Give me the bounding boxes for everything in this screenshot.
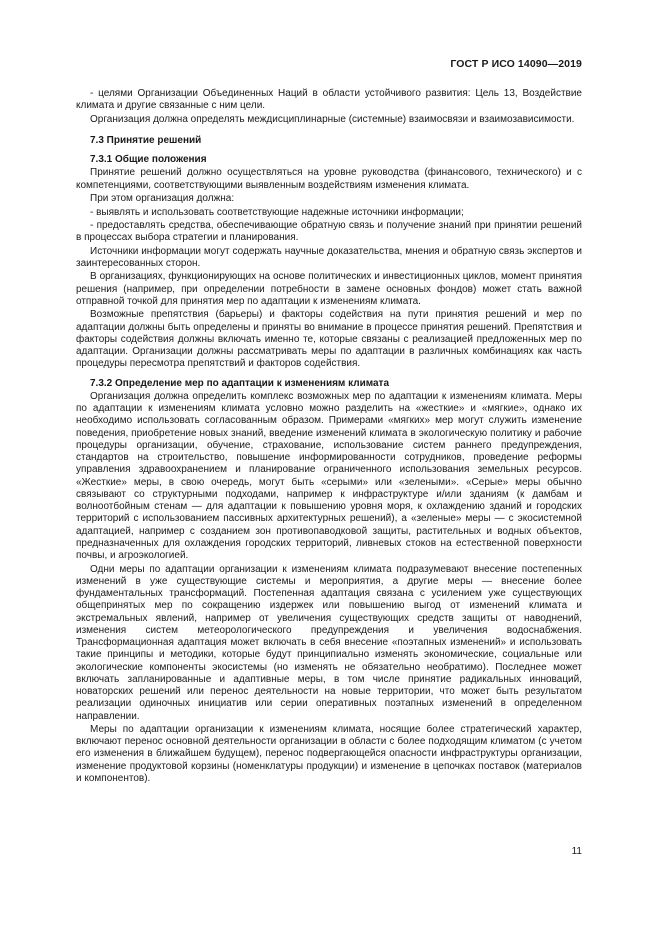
paragraph: Источники информации могут содержать научные доказательства, мнения и обратную связь экспертов и заинтересованных сторон. bbox=[76, 245, 582, 269]
paragraph: В организациях, функционирующих на основе политических и инвестиционных циклов, момент принятия решения (например, при определении потребности в замене основных фондов) может стать важной отправной точкой для принятия мер по адаптации к изменениям климата. bbox=[76, 271, 582, 307]
subsection-heading: 7.3.2 Определение мер по адаптации к изменениям климата bbox=[90, 377, 390, 389]
subsection-heading: 7.3.1 Общие положения bbox=[90, 154, 207, 166]
page-number: 11 bbox=[571, 846, 582, 857]
paragraph: Организация должна определять междисциплинарные (системные) взаимосвязи и взаимозависимости. bbox=[90, 113, 575, 125]
page-content bbox=[76, 88, 582, 786]
list-item: - выявлять и использовать соответствующие надежные источники информации; bbox=[90, 206, 464, 218]
paragraph: Организация должна определить комплекс возможных мер по адаптации к изменениям климата. Меры по адаптации к изменениям климата условно можно разделить на «жесткие» и «мягкие», однако их необходимо использовать согласованным образом. Примерами «мягких» мер могут служить изменение поведения, приобретение новых знаний, введение изменений климата в экологическую политику и рабочие процедуры организации, обучение, страхование, использование систем раннего предупреждения, стандартов на строительство, повышение информированности сотрудников, проведение реформы управления здравоохранением и планирование ограниченного использования земельных ресурсов. «Жесткие» меры, в свою очередь, могут быть «серыми» или «зелеными». «Серые» меры обычно связывают со структурными подходами, например к инфраструктуре и/или зданиям (к дамбам и волноотбойным стенам — для адаптации к повышению уровня моря, к охлаждению зданий и городских территорий с использованием пассивных архитектурных решений), а «зеленые» меры — с экосистемной адаптацией, например с созданием зон противопаводковой защиты, растительных и водных объектов, предназначенных для охлаждения городских территорий, ливневых стоков на естественной поверхности почвы, и агроэкологией. bbox=[76, 390, 582, 562]
paragraph: Меры по адаптации организации к изменениям климата, носящие более стратегический характер, включают перенос основной деятельности организации в области с более подходящим климатом (с учетом его изменения в ближайшем будущем), перенос подвергающейся опасности инфраструктуры организации, изменение продуктовой корзины (номенклатуры продукции) и изменение в цепочках поставок (материалов и компонентов). bbox=[76, 723, 582, 784]
paragraph: - целями Организации Объединенных Наций в области устойчивого развития: Цель 13, Воздействие климата и другие связанные с ним цели. bbox=[76, 88, 582, 112]
paragraph: При этом организация должна: bbox=[90, 193, 235, 205]
document-header: ГОСТ Р ИСО 14090—2019 bbox=[450, 58, 582, 70]
list-item: - предоставлять средства, обеспечивающие обратную связь и получение знаний при принятии решений в процессах выбора стратегии и планирования. bbox=[76, 220, 582, 244]
paragraph: Принятие решений должно осуществляться на уровне руководства (финансового, технического) и с компетенциями, соответствующими выявленным воздействиям изменения климата. bbox=[76, 167, 582, 191]
paragraph: Одни меры по адаптации организации к изменениям климата подразумевают внесение постепенных изменений в уже существующие системы и мероприятия, а другие меры — внесение более фундаментальных трансформаций. Постепенная адаптация связана с усилением уже существующих общепринятых мер по сокращению издержек или повышению выгод от изменений климата и экстремальных явлений, например от увеличения существующих средств защиты от наводнений, изменения систем метеорологического предупреждения и увеличения водоснабжения. Трансформационная адаптация может включать в себя внесение «поэтапных изменений» и использовать такие принципы и методики, которые будут принципиально изменять экономические, социальные или экологические компоненты экосистемы (но изменять не обязательно необратимо). Последнее может включать запланированные и адаптивные меры, в том числе принятие радикальных инноваций, новаторских решений или перенос деятельности на новые территории, что может быть результатом реализации одиночных инициатив или серии оперативных поэтапных изменений в определенном направлении. bbox=[76, 563, 582, 722]
section-heading: 7.3 Принятие решений bbox=[90, 134, 202, 146]
paragraph: Возможные препятствия (барьеры) и факторы содействия на пути принятия решений и мер по адаптации должны быть определены и приняты во внимание в процессе принятия решений. Препятствия и факторы содействия должны включать именно те, которые связаны с реализацией предложенных мер по адаптации. Организации должны рассматривать меры по адаптации в различных комбинациях как часть процедуры пересмотра препятствий и факторов содействия. bbox=[76, 309, 582, 370]
